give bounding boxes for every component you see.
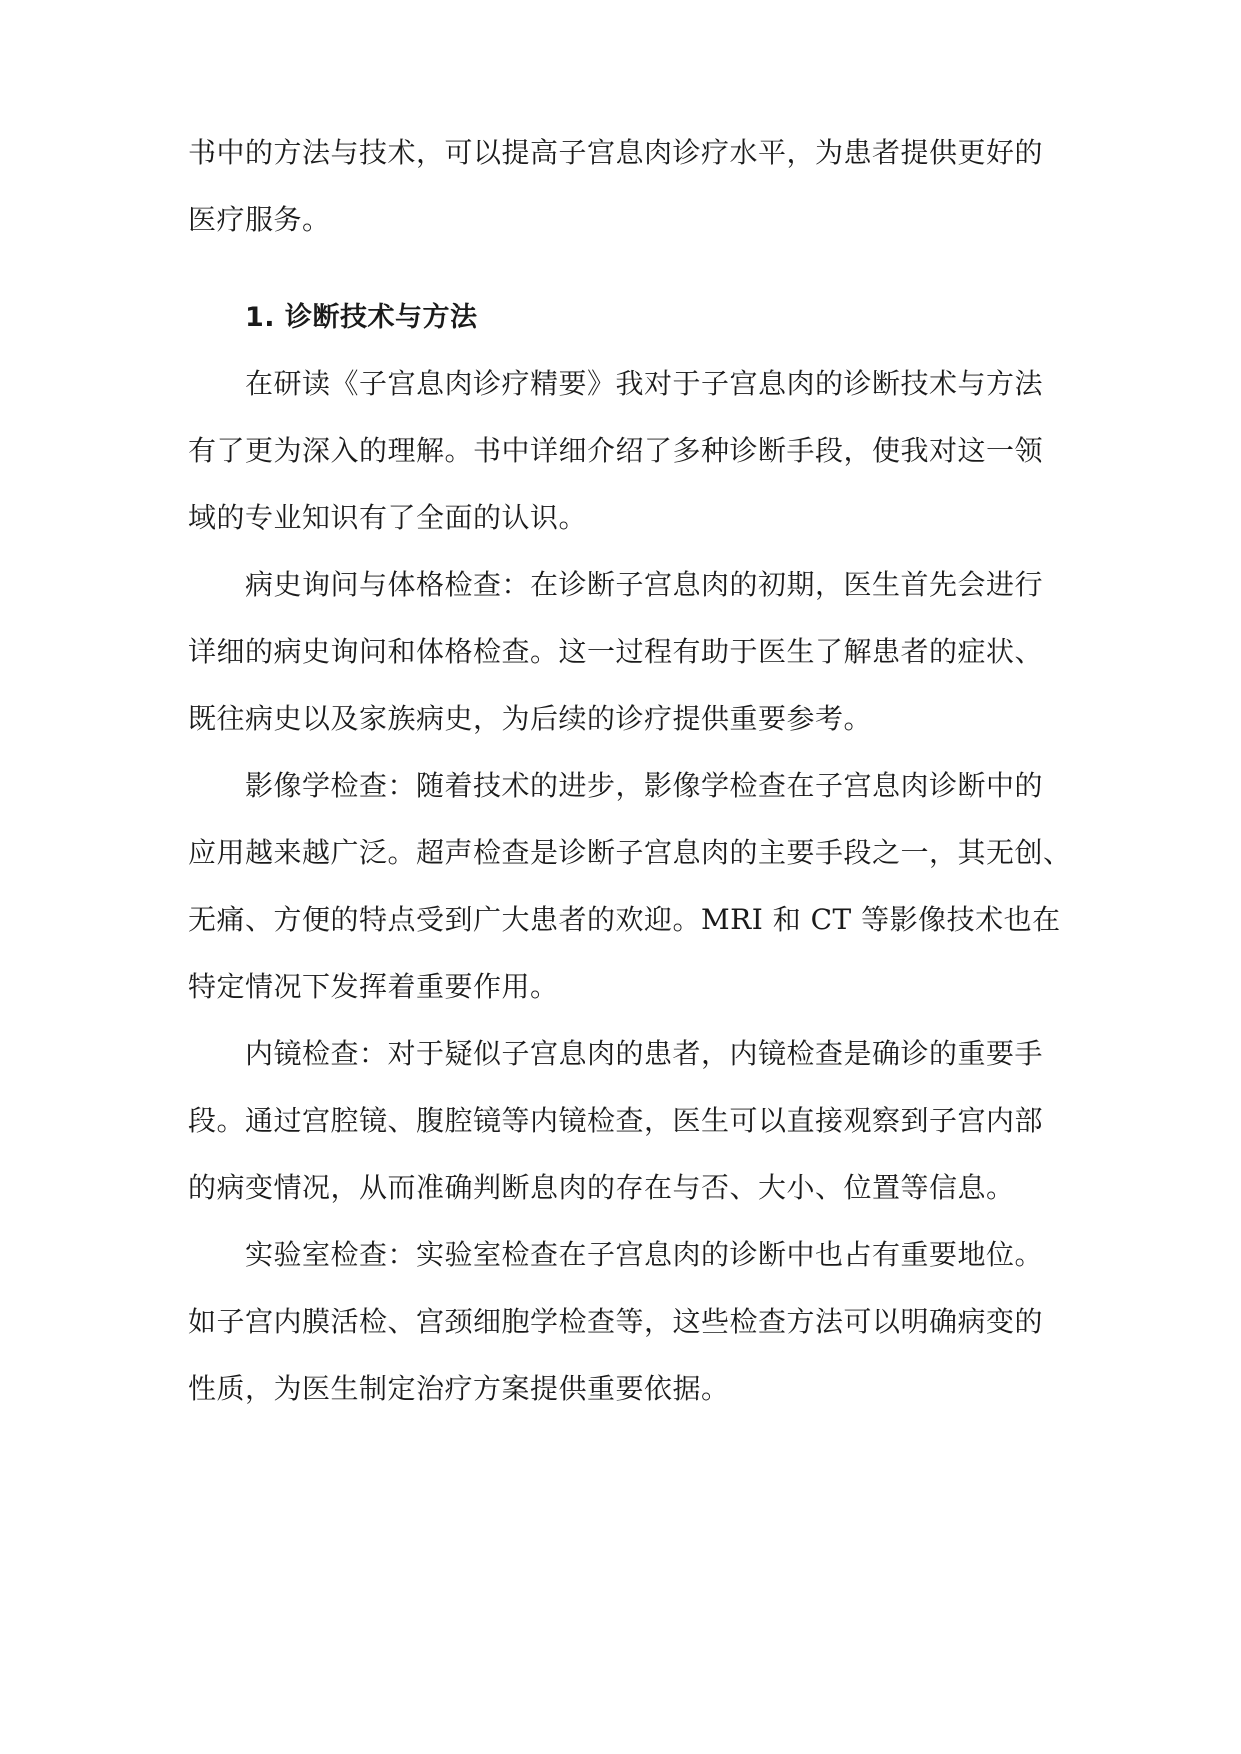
paragraph-line: 特定情况下发挥着重要作用。 xyxy=(188,970,559,1003)
paragraph-line: 性质，为医生制定治疗方案提供重要依据。 xyxy=(188,1372,730,1405)
paragraph-line: 病史询问与体格检查：在诊断子宫息肉的初期，医生首先会进行 xyxy=(245,568,1044,601)
paragraph-line: 的病变情况，从而准确判断息肉的存在与否、大小、位置等信息。 xyxy=(188,1171,1015,1204)
paragraph-line: 详细的病史询问和体格检查。这一过程有助于医生了解患者的症状、 xyxy=(188,635,1044,668)
paragraph-line: 域的专业知识有了全面的认识。 xyxy=(188,501,588,534)
intro-line-1: 书中的方法与技术，可以提高子宫息肉诊疗水平，为患者提供更好的 xyxy=(188,136,1044,169)
paragraph-line: 影像学检查：随着技术的进步，影像学检查在子宫息肉诊断中的 xyxy=(245,769,1044,802)
paragraph-line: 段。通过宫腔镜、腹腔镜等内镜检查，医生可以直接观察到子宫内部 xyxy=(188,1104,1044,1137)
intro-line-2: 医疗服务。 xyxy=(188,203,331,236)
paragraph-line: 实验室检查：实验室检查在子宫息肉的诊断中也占有重要地位。 xyxy=(245,1238,1044,1271)
paragraph-line: 在研读《子宫息肉诊疗精要》我对于子宫息肉的诊断技术与方法 xyxy=(245,367,1044,400)
paragraph-line: 有了更为深入的理解。书中详细介绍了多种诊断手段，使我对这一领 xyxy=(188,434,1044,467)
paragraph-line: 内镜检查：对于疑似子宫息肉的患者，内镜检查是确诊的重要手 xyxy=(245,1037,1044,1070)
paragraph-line: 应用越来越广泛。超声检查是诊断子宫息肉的主要手段之一，其无创、 xyxy=(188,836,1072,869)
paragraph-line: 无痛、方便的特点受到广大患者的欢迎。MRI 和 CT 等影像技术也在 xyxy=(188,903,1061,936)
paragraph-line: 如子宫内膜活检、宫颈细胞学检查等，这些检查方法可以明确病变的 xyxy=(188,1305,1044,1338)
section-heading: 1. 诊断技术与方法 xyxy=(245,302,478,333)
paragraph-line: 既往病史以及家族病史，为后续的诊疗提供重要参考。 xyxy=(188,702,873,735)
